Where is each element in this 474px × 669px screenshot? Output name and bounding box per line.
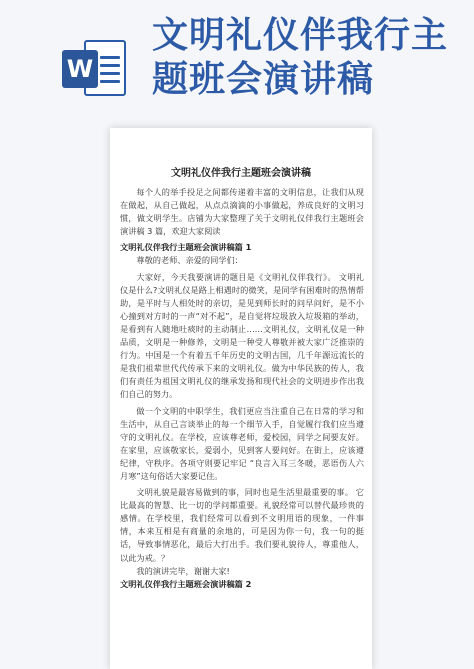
speech-paragraph-3: 文明礼貌是最容易做到的事，同时也是生活里最重要的事。 它比最高的智慧、比一切的学问都重要。礼貌经常可以替代最珍贵的感情。在学校里，我们经常可以看到不文明用语的现象，一件事情，本来互相是有商量的余地的，可是因为你一句，我一句的挺话，导致事情恶化，最后大打出手。我们要礼貌待人，尊重他人，以此为戒。？ — [120, 487, 364, 563]
speech-paragraph-1: 大家好，今天我要演讲的题目是《文明礼仪伴我行》。 文明礼仪是什么?文明礼仪是路上相遇时的微笑，是同学有困难时的热情帮助，是平时与人相处时的亲切，是见到师长时的问早问好，是不小心撞到对方时的一声“对不起”，是自觉将垃圾放入垃圾箱的举动，是看到有人随地吐痰时的主动制止……文明礼仪，文明礼仪是一种品质，文明是一种修养，文明是一种受人尊敬并被大家广泛推崇的行为。中国是一个有着五千年历史的文明古国，几千年源远流长的是我们祖辈世代代传承下来的文明礼仪。做为中华民族的传人，我们有责任为祖国文明礼仪的继承发扬和现代社会的文明进步作出我们自己的努力。 — [120, 271, 364, 400]
banner-title-line-2: 题班会演讲稿 — [152, 59, 375, 100]
header-banner — [0, 0, 474, 128]
banner-title-line-1: 文明礼仪伴我行主 — [152, 15, 449, 56]
speech-paragraph-2: 做一个文明的中职学生，我们更应当注重自己在日常的学习和生活中，从自己言谈举止的每一个细节入手，自觉履行我们应当遵守的文明礼仪。在学校，应该尊老师，爱校园，同学之间要友好。在家里，应该敬家长，爱弱小，见到客人要问好。在街上，应该遵纪律，守秩序。各项守则要记牢记 “良言入耳三冬暖，恶语伤人六月寒”这句俗话大家要记住。 — [120, 405, 364, 481]
document-body — [120, 186, 364, 591]
word-icon — [60, 38, 130, 100]
document-title: 文明礼仪伴我行主题班会演讲稿 — [171, 168, 311, 179]
section-1-heading: 文明礼仪伴我行主题班会演讲稿篇 1 — [120, 242, 252, 253]
word-badge: W — [62, 50, 98, 88]
closing-line: 我的演讲完毕，谢谢大家! — [136, 565, 230, 576]
document-page — [110, 128, 372, 669]
section-2-heading: 文明礼仪伴我行主题班会演讲稿篇 2 — [120, 578, 252, 589]
greeting-line: 尊敬的老师、亲爱的同学们： — [136, 255, 243, 266]
intro-paragraph: 每个人的举手投足之间都传递着丰富的文明信息，让我们从现在做起，从自己做起，从点点滴滴的小事做起，养成良好的文明习惯，做文明学生。店铺为大家整理了关于文明礼仪伴我行主题班会演讲稿 3 篇，欢迎大家阅读 — [120, 187, 364, 237]
